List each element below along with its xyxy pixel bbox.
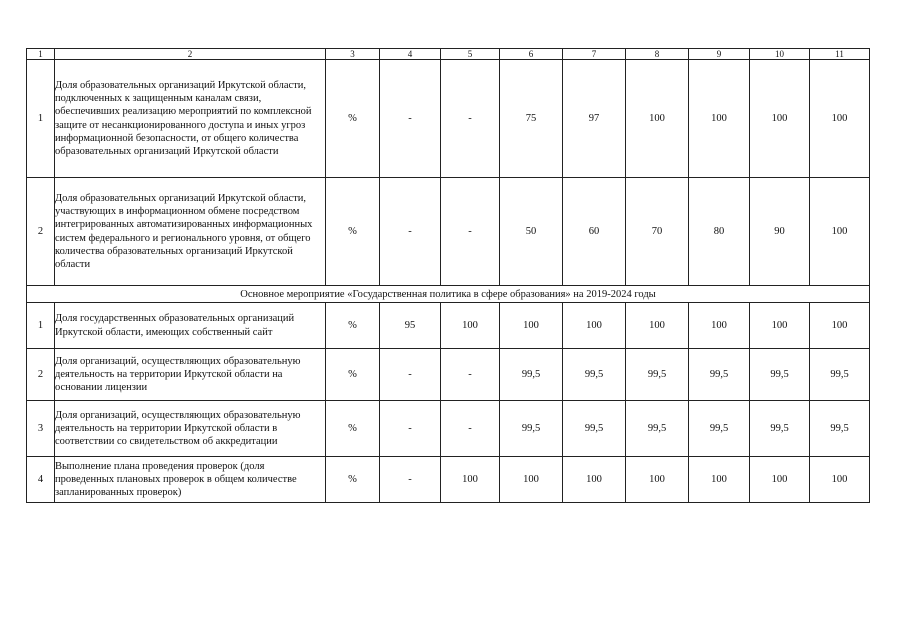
value-cell: 97 bbox=[563, 60, 626, 178]
column-number: 7 bbox=[563, 49, 626, 60]
table-row bbox=[27, 457, 870, 503]
value-cell: - bbox=[380, 401, 441, 457]
value-cell: - bbox=[441, 401, 500, 457]
column-number: 4 bbox=[380, 49, 441, 60]
value-cell: 60 bbox=[563, 178, 626, 286]
value-cell: - bbox=[380, 60, 441, 178]
unit-cell: % bbox=[326, 178, 380, 286]
row-number: 3 bbox=[27, 401, 55, 457]
value-cell: 100 bbox=[689, 60, 750, 178]
indicator-description: Выполнение плана проведения проверок (доля проведенных плановых проверок в общем количестве запланированных проверок) bbox=[55, 457, 326, 503]
row-number: 1 bbox=[27, 303, 55, 349]
value-cell: - bbox=[441, 60, 500, 178]
row-number: 2 bbox=[27, 178, 55, 286]
value-cell: 100 bbox=[626, 457, 689, 503]
value-cell: 100 bbox=[441, 457, 500, 503]
value-cell: 100 bbox=[500, 457, 563, 503]
column-number: 6 bbox=[500, 49, 563, 60]
value-cell: 100 bbox=[689, 457, 750, 503]
value-cell: 100 bbox=[563, 457, 626, 503]
column-number: 2 bbox=[55, 49, 326, 60]
unit-cell: % bbox=[326, 303, 380, 349]
value-cell: 100 bbox=[500, 303, 563, 349]
table-row bbox=[27, 60, 870, 178]
value-cell: 99,5 bbox=[750, 401, 810, 457]
value-cell: 99,5 bbox=[689, 349, 750, 401]
value-cell: - bbox=[380, 178, 441, 286]
value-cell: 75 bbox=[500, 60, 563, 178]
value-cell: 100 bbox=[750, 457, 810, 503]
value-cell: 99,5 bbox=[563, 401, 626, 457]
column-number-row bbox=[27, 49, 870, 60]
row-number: 1 bbox=[27, 60, 55, 178]
value-cell: 90 bbox=[750, 178, 810, 286]
column-number: 1 bbox=[27, 49, 55, 60]
unit-cell: % bbox=[326, 457, 380, 503]
value-cell: 70 bbox=[626, 178, 689, 286]
value-cell: - bbox=[441, 349, 500, 401]
value-cell: 99,5 bbox=[500, 401, 563, 457]
value-cell: 100 bbox=[441, 303, 500, 349]
value-cell: 100 bbox=[810, 60, 870, 178]
value-cell: 99,5 bbox=[810, 349, 870, 401]
value-cell: 99,5 bbox=[750, 349, 810, 401]
value-cell: 100 bbox=[689, 303, 750, 349]
column-number: 10 bbox=[750, 49, 810, 60]
unit-cell: % bbox=[326, 60, 380, 178]
row-number: 4 bbox=[27, 457, 55, 503]
value-cell: 95 bbox=[380, 303, 441, 349]
value-cell: 99,5 bbox=[626, 401, 689, 457]
column-number: 8 bbox=[626, 49, 689, 60]
value-cell: 50 bbox=[500, 178, 563, 286]
column-number: 9 bbox=[689, 49, 750, 60]
column-number: 5 bbox=[441, 49, 500, 60]
value-cell: - bbox=[380, 349, 441, 401]
unit-cell: % bbox=[326, 401, 380, 457]
table-row bbox=[27, 178, 870, 286]
value-cell: 99,5 bbox=[689, 401, 750, 457]
column-number: 11 bbox=[810, 49, 870, 60]
unit-cell: % bbox=[326, 349, 380, 401]
section-header-row bbox=[27, 286, 870, 303]
value-cell: 100 bbox=[750, 303, 810, 349]
indicators-table bbox=[26, 48, 870, 503]
value-cell: 99,5 bbox=[500, 349, 563, 401]
row-number: 2 bbox=[27, 349, 55, 401]
indicator-description: Доля государственных образовательных организаций Иркутской области, имеющих собственный сайт bbox=[55, 303, 326, 349]
value-cell: 100 bbox=[626, 60, 689, 178]
value-cell: 100 bbox=[563, 303, 626, 349]
value-cell: 100 bbox=[810, 457, 870, 503]
indicator-description: Доля организаций, осуществляющих образовательную деятельность на территории Иркутской области в соответствии со свидетельством об аккредитации bbox=[55, 401, 326, 457]
table-row bbox=[27, 401, 870, 457]
value-cell: 100 bbox=[750, 60, 810, 178]
section-title: Основное мероприятие «Государственная политика в сфере образования» на 2019-2024 годы bbox=[27, 286, 870, 303]
value-cell: 100 bbox=[810, 178, 870, 286]
value-cell: - bbox=[380, 457, 441, 503]
column-number: 3 bbox=[326, 49, 380, 60]
value-cell: 100 bbox=[810, 303, 870, 349]
indicator-description: Доля организаций, осуществляющих образовательную деятельность на территории Иркутской области на основании лицензии bbox=[55, 349, 326, 401]
indicator-description: Доля образовательных организаций Иркутской области, участвующих в информационном обмене посредством интегрированных автоматизированных информационных систем федерального и регионального уровня, от общего количества образовательных организаций Иркутской области bbox=[55, 178, 326, 286]
table-row bbox=[27, 349, 870, 401]
value-cell: 100 bbox=[626, 303, 689, 349]
value-cell: 99,5 bbox=[563, 349, 626, 401]
value-cell: 99,5 bbox=[810, 401, 870, 457]
value-cell: - bbox=[441, 178, 500, 286]
indicator-description: Доля образовательных организаций Иркутской области, подключенных к защищенным каналам связи, обеспечивших реализацию мероприятий по комплексной защите от несанкционированного доступа и иных угроз информационной безопасности, от общего количества образовательных организаций Иркутской области bbox=[55, 60, 326, 178]
value-cell: 80 bbox=[689, 178, 750, 286]
table-row bbox=[27, 303, 870, 349]
value-cell: 99,5 bbox=[626, 349, 689, 401]
